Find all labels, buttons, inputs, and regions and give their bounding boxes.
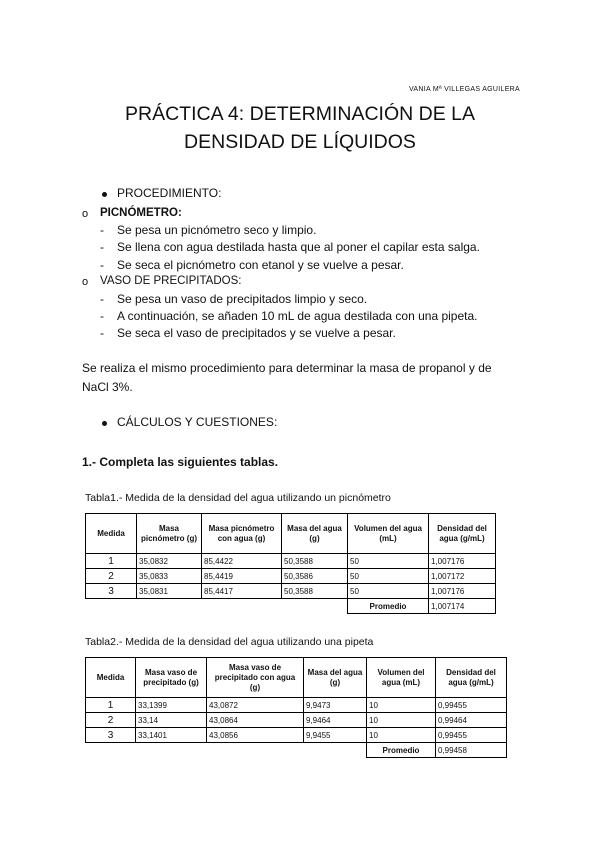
table2-cell: 43,0872 <box>207 698 304 713</box>
dash-bullet-icon: - <box>100 258 104 272</box>
table2-header-row <box>86 658 507 698</box>
table1-cell: 50 <box>348 569 429 584</box>
table2 <box>85 657 507 758</box>
table1-cell: 50 <box>348 584 429 599</box>
vaso-step-3: Se seca el vaso de precipitados y se vuelve a pesar. <box>117 326 396 340</box>
table1-cell: 85,4419 <box>202 569 282 584</box>
table-row <box>86 698 507 713</box>
procedure-note-line-2: NaCl 3%. <box>82 380 133 394</box>
table1-header: Masa picnómetro con agua (g) <box>202 514 282 554</box>
table2-cell: 43,0864 <box>207 713 304 728</box>
table2-caption: Tabla2.- Medida de la densidad del agua utilizando una pipeta <box>85 636 374 648</box>
table2-cell: 9,9473 <box>304 698 367 713</box>
table1-cell: 1,007172 <box>429 569 496 584</box>
table2-cell: 1 <box>86 698 136 713</box>
table2-cell: 3 <box>86 728 136 743</box>
table-row <box>86 713 507 728</box>
table1-header: Masa del agua (g) <box>282 514 348 554</box>
table2-promedio-label: Promedio <box>367 743 436 758</box>
table1-cell: 50,3588 <box>282 584 348 599</box>
table2-cell: 33,1399 <box>136 698 207 713</box>
table1-header-row <box>86 514 496 554</box>
bullet-icon <box>102 192 107 197</box>
table2-cell: 0,99455 <box>436 698 507 713</box>
table-row <box>86 728 507 743</box>
author-name: VANIA Mª VILLEGAS AGUILERA <box>408 86 520 93</box>
table2-cell: 0,99464 <box>436 713 507 728</box>
table1-cell: 85,4422 <box>202 554 282 569</box>
calculos-heading: CÁLCULOS Y CUESTIONES: <box>117 415 278 429</box>
table2-header: Densidad del agua (g/mL) <box>436 658 507 698</box>
table1-cell: 3 <box>86 584 137 599</box>
table1-cell: 50,3588 <box>282 554 348 569</box>
table2-header: Masa vaso de precipitado con agua (g) <box>207 658 304 698</box>
table1-cell: 35,0831 <box>137 584 202 599</box>
table1-cell: 50,3586 <box>282 569 348 584</box>
table-row <box>86 554 496 569</box>
table2-cell: 9,9455 <box>304 728 367 743</box>
page-title <box>60 100 540 156</box>
table1-header: Volumen del agua (mL) <box>348 514 429 554</box>
table1-header: Medida <box>86 514 137 554</box>
table2-cell: 10 <box>367 698 436 713</box>
circle-bullet-icon: o <box>82 208 89 220</box>
table2-cell: 33,1401 <box>136 728 207 743</box>
vaso-step-2: A continuación, se añaden 10 mL de agua destilada con una pipeta. <box>117 309 478 323</box>
table2-header: Medida <box>86 658 136 698</box>
dash-bullet-icon: - <box>100 292 104 306</box>
table2-cell: 43,0856 <box>207 728 304 743</box>
table2-cell: 0,99455 <box>436 728 507 743</box>
table1-promedio-row <box>86 599 496 614</box>
table2-cell: 9,9464 <box>304 713 367 728</box>
bullet-icon <box>102 421 107 426</box>
picnometro-heading: PICNÓMETRO: <box>100 207 182 219</box>
table1-cell: 1 <box>86 554 137 569</box>
procedure-note-line-1: Se realiza el mismo procedimiento para determinar la masa de propanol y de <box>82 361 492 375</box>
dash-bullet-icon: - <box>100 223 104 237</box>
table2-header: Volumen del agua (mL) <box>367 658 436 698</box>
vaso-step-1: Se pesa un vaso de precipitados limpio y seco. <box>117 292 368 306</box>
table2-promedio-value: 0,99458 <box>436 743 507 758</box>
table2-promedio-row <box>86 743 507 758</box>
title-line-2: DENSIDAD DE LÍQUIDOS <box>184 131 416 153</box>
table1-promedio-value: 1,007174 <box>429 599 496 614</box>
table1-cell: 35,0833 <box>137 569 202 584</box>
table1-cell: 1,007176 <box>429 584 496 599</box>
dash-bullet-icon: - <box>100 326 104 340</box>
circle-bullet-icon: o <box>82 276 89 288</box>
table-row <box>86 584 496 599</box>
vaso-heading: VASO DE PRECIPITADOS: <box>100 275 242 287</box>
table1-cell: 85,4417 <box>202 584 282 599</box>
picnometro-step-2: Se llena con agua destilada hasta que al poner el capilar esta salga. <box>117 240 480 254</box>
table1-header: Densidad del agua (g/mL) <box>429 514 496 554</box>
table1-cell: 1,007176 <box>429 554 496 569</box>
table2-cell: 33,14 <box>136 713 207 728</box>
table1-caption: Tabla1.- Medida de la densidad del agua utilizando un picnómetro <box>85 492 391 504</box>
picnometro-step-1: Se pesa un picnómetro seco y limpio. <box>117 223 317 237</box>
title-line-1: PRÁCTICA 4: DETERMINACIÓN DE LA <box>125 103 475 125</box>
table2-header: Masa del agua (g) <box>304 658 367 698</box>
table-row <box>86 569 496 584</box>
dash-bullet-icon: - <box>100 309 104 323</box>
table2-header: Masa vaso de precipitado (g) <box>136 658 207 698</box>
picnometro-step-3: Se seca el picnómetro con etanol y se vuelve a pesar. <box>117 258 404 272</box>
table2-cell: 10 <box>367 728 436 743</box>
question-1: 1.- Completa las siguientes tablas. <box>82 455 279 469</box>
table1-cell: 50 <box>348 554 429 569</box>
dash-bullet-icon: - <box>100 240 104 254</box>
table2-cell: 10 <box>367 713 436 728</box>
table1-cell: 2 <box>86 569 137 584</box>
table1-promedio-label: Promedio <box>348 599 429 614</box>
table1-cell: 35,0832 <box>137 554 202 569</box>
table1-header: Masa picnómetro (g) <box>137 514 202 554</box>
procedimiento-heading: PROCEDIMIENTO: <box>117 186 222 200</box>
table2-cell: 2 <box>86 713 136 728</box>
table1 <box>85 513 496 614</box>
